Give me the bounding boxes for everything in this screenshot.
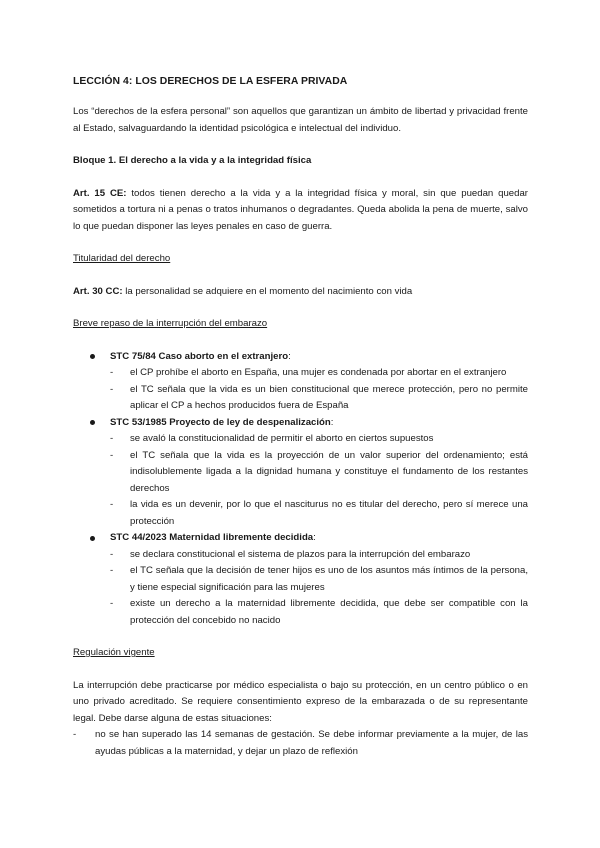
sentencia-label: STC 53/1985 Proyecto de ley de despenalización <box>110 416 331 428</box>
list-item: - la vida es un devenir, por lo que el nasciturus no es titular del derecho, pero sí merece una protección <box>110 497 528 530</box>
sentencia-label: STC 44/2023 Maternidad libremente decidida <box>110 532 314 543</box>
list-item: - el TC señala que la decisión de tener hijos es uno de los asuntos más íntimos de la persona, y tiene especial significación para las mujeres <box>110 563 528 596</box>
art30-label: Art. 30 CC: <box>73 285 123 297</box>
regulacion-paragraph: La interrupción debe practicarse por médico especialista o bajo su protección, en un centro público o en uno privado acreditado. Se requiere consentimiento expreso de la embarazada o de su representante legal. Debe darse alguna de estas situaciones: <box>73 679 528 724</box>
sentencia-item <box>73 530 528 629</box>
sentencia-points <box>110 431 528 530</box>
list-item: - el TC señala que la vida es un bien constitucional que merece protección, pero no permite aplicar el CP a hechos producidos fuera de España <box>110 382 528 415</box>
sentencia-suffix: : <box>288 350 291 362</box>
list-item: - se avaló la constitucionalidad de permitir el aborto en ciertos supuestos <box>110 431 528 448</box>
list-item: - no se han superado las 14 semanas de gestación. Se debe informar previamente a la mujer, de las ayudas públicas a la maternidad, y dejar un plazo de reflexión <box>73 727 528 760</box>
regulacion-heading: Regulación vigente <box>73 647 155 658</box>
sentencia-points <box>110 365 528 415</box>
art30-text: la personalidad se adquiere en el momento del nacimiento con vida <box>122 285 413 297</box>
intro-paragraph: Los “derechos de la esfera personal” son aquellos que garantizan un ámbito de libertad y privacidad frente al Estado, salvaguardando la identidad psicológica e intelectual del individuo. <box>73 106 528 134</box>
list-item: - se declara constitucional el sistema de plazos para la interrupción del embarazo <box>110 547 528 564</box>
sentencias-list <box>73 349 528 630</box>
art30-paragraph <box>73 284 528 301</box>
bloque-heading: Bloque 1. El derecho a la vida y a la integridad física <box>73 155 312 166</box>
sentencia-item <box>73 349 528 415</box>
list-item: - existe un derecho a la maternidad libremente decidida, que debe ser compatible con la protección del concebido no nacido <box>110 596 528 629</box>
sentencia-label: STC 75/84 Caso aborto en el extranjero <box>110 350 289 362</box>
art15-paragraph <box>73 186 528 236</box>
sentencia-points <box>110 547 528 630</box>
situaciones-list <box>73 727 528 760</box>
sentencia-suffix: : <box>330 416 334 428</box>
list-item: - el TC señala que la vida es la proyección de un valor superior del ordenamiento; está indisolublemente ligada a la dignidad humana y constituye el fundamento de los restantes derechos <box>110 448 528 498</box>
art15-label: Art. 15 CE: <box>73 187 127 199</box>
art15-text: todos tienen derecho a la vida y a la integridad física y moral, sin que puedan quedar sometidos a tortura ni a penas o tratos inhumanos o degradantes. Queda abolida la pena de muerte, salvo lo que puedan disponer las leyes penales en caso de guerra. <box>73 187 529 232</box>
page-title: LECCIÓN 4: LOS DERECHOS DE LA ESFERA PRIVADA <box>73 76 348 87</box>
sentencia-item <box>73 415 528 531</box>
list-item: - el CP prohíbe el aborto en España, una mujer es condenada por abortar en el extranjero <box>110 365 528 382</box>
sentencia-suffix: : <box>313 532 316 543</box>
titularidad-heading: Titularidad del derecho <box>73 253 171 264</box>
breve-heading: Breve repaso de la interrupción del embarazo <box>73 318 268 329</box>
